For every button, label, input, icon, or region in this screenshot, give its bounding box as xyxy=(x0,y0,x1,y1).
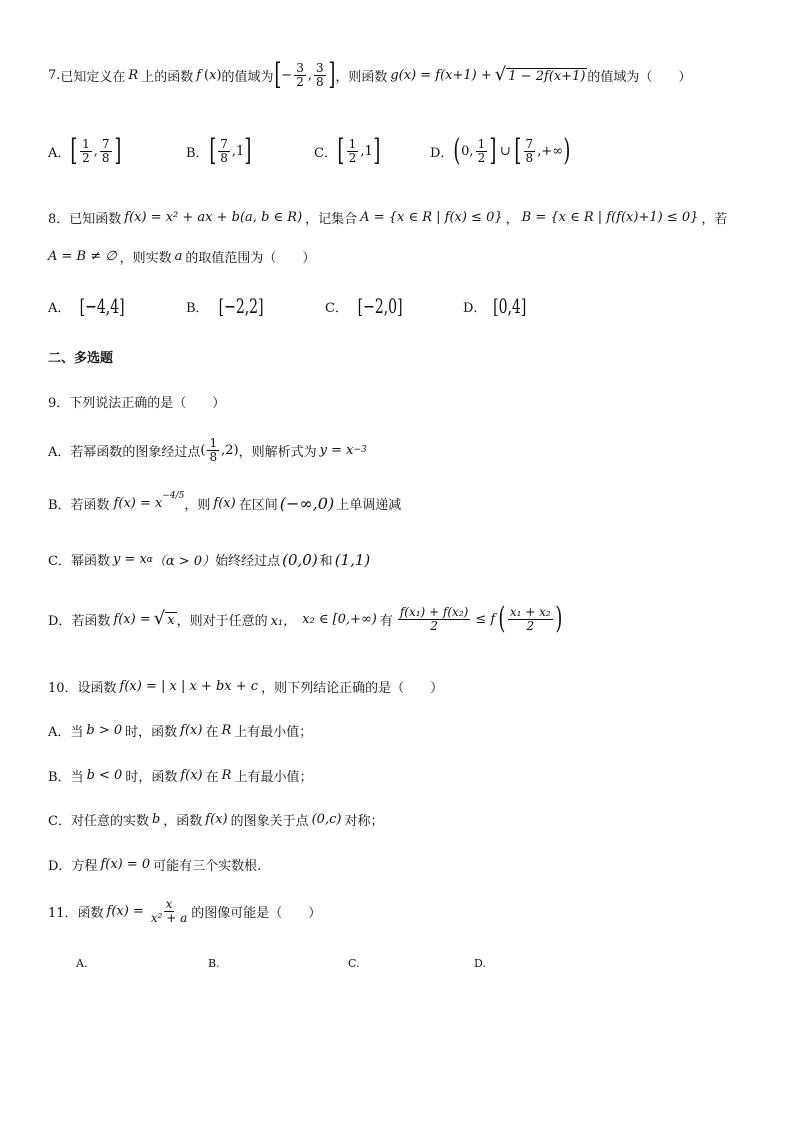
q9-option-d[interactable]: D．若函数 f(x) = √ x ，则对于任意的 x₁， x₂ ∈ [0,+∞) 有 $\frac{\text{f(x₁) + f(x₂)}}{2}$ ≤ f ( $\frac{\text{x₁ + x₂}}{2}$ ) xyxy=(48,601,563,636)
q11-option-a[interactable]: A. xyxy=(76,957,88,970)
q7-number: 7. xyxy=(48,67,61,83)
section-heading: 二、多选题 xyxy=(48,351,114,366)
q7-option-a[interactable]: A． [ $\frac{1}{2}$ , $\frac{7}{8}$ ] xyxy=(48,133,121,168)
q9-stem: 9．下列说法正确的是（ ） xyxy=(48,396,226,411)
q9-option-c[interactable]: C．幂函数 y = x α （α > 0） 始终经过点 (0,0) 和 (1,1) xyxy=(48,550,371,569)
q10-stem: 10．设函数 f(x) = | x | x + bx + c ，则下列结论正确的是（ ） xyxy=(48,679,444,696)
q11-option-d[interactable]: D. xyxy=(474,957,486,970)
q9-option-a[interactable]: A．若幂函数的图象经过点 ( $\frac{1}{8}$ ,2) ，则解析式为 y = x −3 xyxy=(48,436,367,464)
minus-sign: − xyxy=(281,67,293,83)
q8-option-d[interactable]: D． [0,4] xyxy=(463,294,527,318)
q11-stem: 11．函数 f(x) = $\frac{x}{\text{x² + a}}$ 的图像可能是（ ） xyxy=(48,897,322,925)
q10-option-d[interactable]: D．方程 f(x) = 0 可能有三个实数根. xyxy=(48,857,262,874)
q8-stem-line2: A = B ≠ ∅ ，则实数 a 的取值范围为（ ） xyxy=(48,249,316,266)
q8-stem: 8．已知函数 f(x) = x² + ax + b(a, b ∈ R) ，记集合 A = {x ∈ R | f(x) ≤ 0} ， B = {x ∈ R | f(f(x)+1) ≤ 0} ，若 xyxy=(48,210,728,227)
q10-option-c[interactable]: C．对任意的实数 b ，函数 f(x) 的图象关于点 (0,c) 对称； xyxy=(48,812,384,829)
q7-text: 的值域为 xyxy=(221,69,274,85)
fraction: $\frac{3}{2}$ xyxy=(296,60,304,89)
q7-text: 上的函数 xyxy=(141,69,194,85)
q7-text: 已知定义在 xyxy=(60,69,126,85)
fraction: $\frac{3}{8}$ xyxy=(315,60,324,89)
q11-option-b[interactable]: B. xyxy=(208,957,220,970)
q8-option-a[interactable]: A． [−4,4] xyxy=(48,294,125,318)
q9-option-b[interactable]: B．若函数 f(x) = x $^{-4/5}$ ，则 f(x) 在区间 (−∞,0) 上单调递减 xyxy=(48,490,402,513)
q11-option-c[interactable]: C. xyxy=(348,957,360,970)
q10-option-b[interactable]: B．当 b < 0 时，函数 f(x) 在 R 上有最小值； xyxy=(48,768,313,785)
q8-option-c[interactable]: C． [−2,0] xyxy=(325,294,403,318)
q10-option-a[interactable]: A．当 b > 0 时，函数 f(x) 在 R 上有最小值； xyxy=(48,723,313,740)
q7-option-b[interactable]: B． [ $\frac{7}{8}$ ,1 ] xyxy=(186,133,252,168)
q7-stem: 7. 已知定义在 R 上的函数 f ( x ) 的值域为 [ − $\frac{3}{2}$ , $\frac{3}{8}$ ] ，则函数 g(x) = f(x+1) + √ 1 − 2f(x+1) 的值域为（ ） xyxy=(48,57,692,92)
q8-option-b[interactable]: B． [−2,2] xyxy=(186,294,264,318)
q7-text: 的值域为（ ） xyxy=(587,69,692,85)
q7-option-d[interactable]: D． ( 0, $\frac{1}{2}$ ] ∪ [ $\frac{7}{8}$ ,+∞ ) xyxy=(430,133,571,168)
q7-text: ，则函数 xyxy=(335,69,388,85)
q7-option-c[interactable]: C． [ $\frac{1}{2}$ ,1 ] xyxy=(314,133,381,168)
sqrt-expression: √ 1 − 2f(x+1) xyxy=(494,64,586,85)
math-expression: g(x) = f(x+1) + xyxy=(390,67,492,83)
